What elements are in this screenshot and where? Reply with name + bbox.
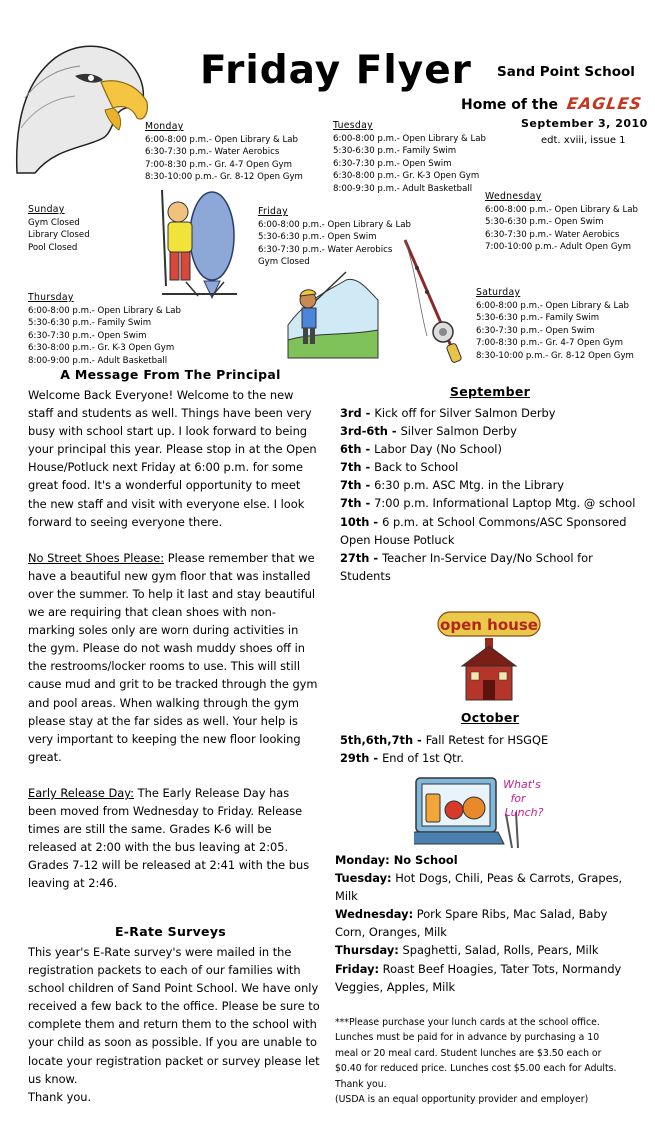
day-label: Tuesday — [333, 120, 373, 131]
lunch-menu — [335, 851, 635, 996]
erate-heading: E-Rate Surveys — [114, 924, 227, 939]
lunch-item: Friday: Roast Beef Hoagies, Tater Tots, Normandy Veggies, Apples, Milk — [335, 961, 622, 994]
event-item: 7th - 6:30 p.m. ASC Mtg. in the Library — [340, 478, 565, 493]
lunch-item: Monday: No School — [335, 853, 458, 867]
eagle-head-icon — [15, 38, 150, 178]
october-heading: October — [460, 710, 520, 725]
schedule-line: 5:30-6:30 p.m.- Family Swim — [476, 313, 600, 324]
schedule-line: 6:30-8:00 p.m.- Gr. K-3 Open Gym — [28, 343, 175, 354]
schedule-saturday — [476, 287, 634, 363]
day-label: Sunday — [28, 204, 65, 215]
schedule-line: Library Closed — [28, 230, 90, 241]
schedule-line: 7:00-8:30 p.m.- Gr. 4-7 Open Gym — [476, 338, 623, 349]
open-house-schoolhouse-icon — [436, 608, 542, 704]
schedule-line: 6:00-8:00 p.m.- Open Library & Lab — [258, 219, 411, 230]
street-shoes-title: No Street Shoes Please: — [28, 550, 165, 565]
schedule-sunday — [28, 204, 90, 254]
schedule-line: 8:30-10:00 p.m.- Gr. 8-12 Open Gym — [145, 172, 303, 183]
edition-label: edt. xviii, issue 1 — [541, 135, 626, 146]
schedule-line: 6:30-7:30 p.m.- Open Swim — [28, 330, 147, 341]
lunch-graphic-word-3: Lunch? — [504, 806, 544, 819]
fisherman-with-fish-icon — [132, 186, 247, 304]
schedule-line: 6:30-8:00 p.m.- Gr. K-3 Open Gym — [333, 171, 480, 182]
schedule-line: 6:00-8:00 p.m.- Open Library & Lab — [485, 204, 638, 215]
schedule-line: 5:30-6:30 p.m.- Open Swim — [485, 217, 604, 228]
schedule-line: 6:30-7:30 p.m.- Water Aerobics — [145, 147, 280, 158]
event-item: 5th,6th,7th - Fall Retest for HSGQE — [340, 733, 549, 747]
event-item: 3rd - Kick off for Silver Salmon Derby — [340, 406, 556, 420]
newsletter-title: Friday Flyer — [200, 48, 472, 93]
schedule-line: 7:00-8:30 p.m.- Gr. 4-7 Open Gym — [145, 159, 292, 170]
event-item: 27th - Teacher In-Service Day/No School for Students — [340, 550, 593, 583]
event-item: 3rd-6th - Silver Salmon Derby — [340, 424, 517, 439]
day-label: Thursday — [28, 292, 74, 303]
erate-thanks: Thank you. — [28, 1089, 92, 1104]
schedule-line: 8:00-9:00 p.m.- Adult Basketball — [28, 355, 168, 366]
schedule-line: 6:00-8:00 p.m.- Open Library & Lab — [145, 134, 298, 145]
lunch-item: Wednesday: Pork Spare Ribs, Mac Salad, Baby Corn, Oranges, Milk — [335, 907, 608, 940]
street-shoes-text: Please remember that we have a beautiful new gym floor that was installed over the summer. To help it last and stay beautiful we are requiring that clean shoes with non-marking soles only are worn during activities in the gym. Please do not wash muddy shoes off in the restrooms/locker rooms to use. This will still cause mud and grit to be tracked through the gym and pool areas. When walking through the gym please stay at the far sides as well. Your help is very important to keeping the new floor looking great. — [28, 550, 318, 764]
welcome-paragraph: Welcome Back Everyone! Welcome to the new staff and students as well. Things have been very busy with school start up. I look forward to being your principal this year. Please stop in at the Open House/Potluck next Friday at 6:00 p.m. for some great food. It's a wonderful opportunity to meet the new staff and visit with everyone else. I look forward to seeing everyone there. — [28, 388, 317, 529]
september-heading: September — [449, 384, 531, 399]
day-label: Saturday — [476, 287, 521, 298]
schedule-line: 8:30-10:00 p.m.- Gr. 8-12 Open Gym — [476, 350, 634, 361]
schedule-line: 5:30-6:30 p.m.- Open Swim — [258, 232, 377, 243]
principal-heading: A Message From The Principal — [60, 367, 281, 382]
day-label: Wednesday — [485, 191, 542, 202]
schedule-line: 6:00-8:00 p.m.- Open Library & Lab — [476, 300, 629, 311]
erate-paragraph: This year's E-Rate survey's were mailed in the registration packets to each of our families with school children of Sand Point School. We have only received a few back to the office. Please be sure to complete them and return them to the school with your child as soon as possible. If you are unable to locate your registration packet or survey please let us know. — [28, 945, 320, 1086]
schedule-line: 6:30-7:30 p.m.- Water Aerobics — [485, 229, 620, 240]
schedule-line: 6:30-7:30 p.m.- Open Swim — [333, 158, 452, 169]
event-item: 6th - Labor Day (No School) — [340, 442, 502, 457]
street-shoes-paragraph — [28, 549, 320, 766]
lunch-graphic-word-2: for — [510, 792, 526, 805]
open-house-label: open house — [440, 616, 538, 634]
schedule-friday — [258, 206, 411, 269]
whats-for-lunch-icon — [414, 772, 544, 850]
schedule-line: Gym Closed — [258, 257, 310, 268]
schedule-wednesday — [485, 191, 638, 254]
schedule-line: 8:00-9:30 p.m.- Adult Basketball — [333, 183, 473, 194]
day-label: Monday — [145, 121, 184, 132]
schedule-line: Gym Closed — [28, 217, 80, 228]
principal-message — [28, 386, 320, 892]
event-item: 7th - Back to School — [340, 460, 459, 475]
lunch-note-text: ***Please purchase your lunch cards at the school office. Lunches must be paid for in advance by purchasing a 10 meal or 20 meal card. Student lunches are $3.50 each or $0.40 for reduced price. Lunches cost $5.00 each for Adults. Thank you. — [335, 1017, 617, 1090]
schedule-line: 6:00-8:00 p.m.- Open Library & Lab — [28, 305, 181, 316]
early-release-text: The Early Release Day has been moved from Wednesday to Friday. Release times are still the same. Grades K-6 will be released at 2:00 with the bus leaving at 2:05. Grades 7-12 will be released at 2:41 with the bus leaving at 2:46. — [28, 785, 310, 891]
issue-date: September 3, 2010 — [521, 117, 648, 130]
lunch-payment-note — [335, 1015, 620, 1107]
day-label: Friday — [258, 206, 288, 217]
home-prefix: Home of the — [461, 97, 559, 113]
schedule-line: 7:00-10:00 p.m.- Adult Open Gym — [485, 242, 631, 253]
event-item: 7th - 7:00 p.m. Informational Laptop Mtg. @ school — [340, 496, 636, 511]
home-of-the-eagles — [461, 94, 642, 113]
early-release-paragraph — [28, 784, 320, 893]
schedule-line: 5:30-6:30 p.m.- Family Swim — [333, 146, 457, 157]
school-name: Sand Point School — [497, 64, 635, 80]
schedule-line: Pool Closed — [28, 242, 78, 253]
early-release-title: Early Release Day: — [28, 785, 135, 800]
boy-fishing-icon — [286, 270, 381, 360]
october-events — [340, 731, 640, 767]
schedule-line: 6:30-7:30 p.m.- Open Swim — [476, 325, 595, 336]
schedule-tuesday — [333, 120, 486, 196]
lunch-graphic-word-1: What's — [503, 778, 541, 791]
schedule-line: 5:30-6:30 p.m.- Family Swim — [28, 318, 152, 329]
schedule-monday — [145, 121, 303, 184]
usda-note: (USDA is an equal opportunity provider and employer) — [335, 1094, 589, 1106]
lunch-item: Thursday: Spaghetti, Salad, Rolls, Pears, Milk — [335, 943, 599, 958]
eagles-logo-text: EAGLES — [565, 94, 644, 113]
lunch-item: Tuesday: Hot Dogs, Chili, Peas & Carrots, Grapes, Milk — [335, 871, 623, 904]
erate-section — [28, 943, 320, 1106]
schedule-line: 6:30-7:30 p.m.- Water Aerobics — [258, 244, 393, 255]
schedule-line: 6:00-8:00 p.m.- Open Library & Lab — [333, 133, 486, 144]
september-events — [340, 404, 640, 585]
fishing-rod-icon — [397, 236, 477, 366]
event-item: 10th - 6 p.m. at School Commons/ASC Sponsored Open House Potluck — [340, 514, 627, 547]
event-item: 29th - End of 1st Qtr. — [340, 751, 464, 766]
